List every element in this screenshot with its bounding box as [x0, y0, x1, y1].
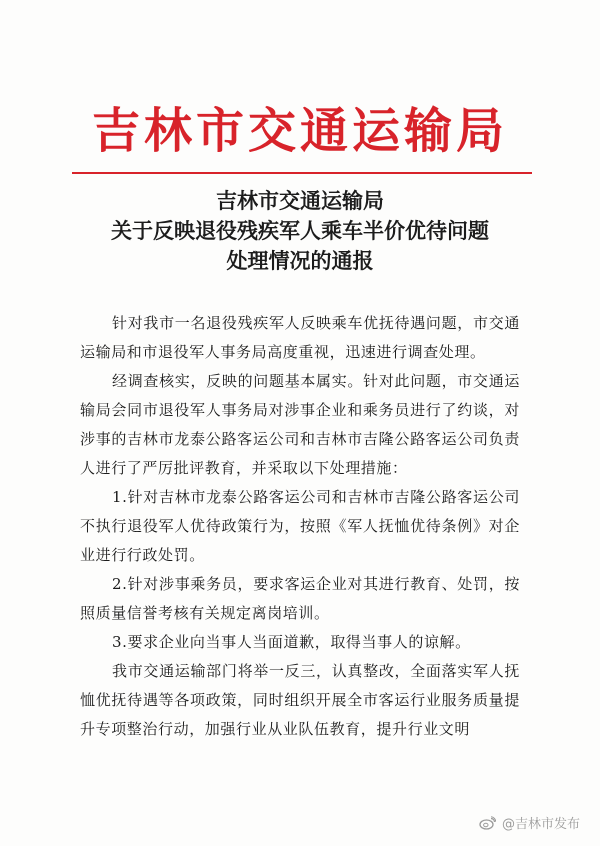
weibo-icon [479, 816, 496, 830]
title-line-2: 关于反映退役残疾军人乘车半价优待问题 [111, 219, 489, 243]
paragraph: 经调查核实，反映的问题基本属实。针对此问题，市交通运输局会同市退役军人事务局对涉事企业和乘务员进行了约谈，对涉事的吉林市龙泰公路客运公司和吉林市吉隆公路客运公司负责人进行了严厉批评教育，并采取以下处理措施： [80, 372, 520, 477]
paragraph: 2.针对涉事乘务员，要求客运企业对其进行教育、处罚，按照质量信誉考核有关规定离岗培训。 [80, 575, 520, 622]
paragraph: 我市交通运输部门将举一反三，认真整改，全面落实军人抚恤优抚待遇等各项政策，同时组织开展全市客运行业服务质量提升专项整治行动，加强行业从业队伍教育，提升行业文明 [80, 662, 520, 738]
header-divider [72, 172, 532, 174]
organization-header: 吉林市交通运输局 [91, 103, 508, 159]
paragraph: 1.针对吉林市龙泰公路客运公司和吉林市吉隆公路客运公司不执行退役军人优待政策行为，按照《军人抚恤优待条例》对企业进行行政处罚。 [80, 488, 520, 564]
paragraph: 3.要求企业向当事人当面道歉，取得当事人的谅解。 [112, 633, 471, 651]
notice-title [0, 186, 600, 276]
paragraph: 针对我市一名退役残疾军人反映乘车优抚待遇问题，市交通运输局和市退役军人事务局高度重视，迅速进行调查处理。 [80, 314, 520, 361]
title-line-1: 吉林市交通运输局 [216, 189, 384, 213]
notice-body [80, 309, 520, 744]
weibo-watermark [479, 813, 580, 832]
watermark-text: @吉林市发布 [501, 817, 580, 832]
title-line-3: 处理情况的通报 [226, 249, 374, 273]
